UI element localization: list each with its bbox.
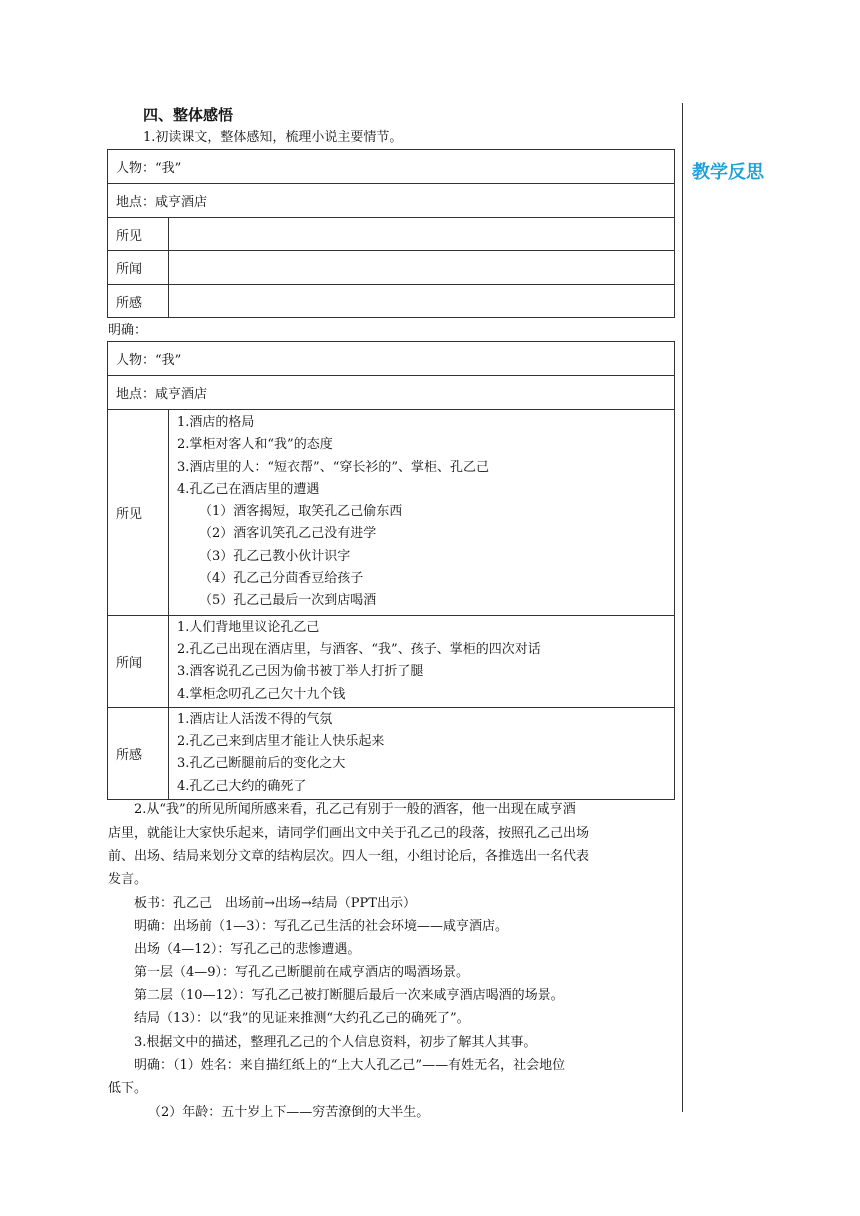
list-item: 1.酒店的格局 xyxy=(177,415,255,430)
question-1: 1.初读课文，整体感知，梳理小说主要情节。 xyxy=(143,130,403,145)
list-item: 3.酒店里的人：“短衣帮”、“穿长衫的”、掌柜、孔乙己 xyxy=(177,459,489,475)
seen-label: 所见 xyxy=(108,410,169,616)
answer-3-line: （2）年龄：五十岁上下——穷苦潦倒的大半生。 xyxy=(148,1105,430,1120)
answer-2-part: 第二层（10—12）：写孔乙己被打断腿后最后一次来咸亨酒店喝酒的场景。 xyxy=(134,988,564,1003)
list-item: （4）孔乙己分茴香豆给孩子 xyxy=(199,571,364,587)
place-cell: 地点：咸亨酒店 xyxy=(108,376,675,410)
side-title: 教学反思 xyxy=(692,162,764,183)
answer-2-part: 第一层（4—9）：写孔乙己断腿前在咸亨酒店的喝酒场景。 xyxy=(134,965,470,980)
seen-blank-cell xyxy=(169,218,675,251)
list-item: （5）孔乙己最后一次到店喝酒 xyxy=(199,593,377,609)
person-cell: 人物：“我” xyxy=(108,342,675,376)
list-item: 1.酒店让人活泼不得的气氛 xyxy=(177,711,333,727)
list-item: 1.人们背地里议论孔乙己 xyxy=(177,619,320,635)
felt-blank-cell xyxy=(169,285,675,318)
list-item: 4.孔乙己在酒店里的遭遇 xyxy=(177,481,320,497)
felt-label: 所感 xyxy=(108,707,169,799)
seen-content xyxy=(169,410,675,616)
list-item: 2.孔乙己出现在酒店里，与酒客、“我”、孩子、掌柜的四次对话 xyxy=(177,641,541,657)
question-3: 3.根据文中的描述，整理孔乙己的个人信息资料，初步了解其人其事。 xyxy=(134,1035,537,1050)
place-cell: 地点：咸亨酒店 xyxy=(108,184,675,218)
answer-3-line: 明确：（1）姓名：来自描红纸上的“上大人孔乙己”——有姓无名，社会地位 xyxy=(134,1058,566,1073)
plot-table-answer xyxy=(107,341,675,800)
question-2-line: 店里，就能让大家快乐起来，请同学们画出文中关于孔乙己的段落，按照孔乙己出场 xyxy=(108,826,590,841)
list-item: 2.掌柜对客人和“我”的态度 xyxy=(177,437,333,453)
list-item: 4.孔乙己大约的确死了 xyxy=(177,778,307,794)
list-item: 3.孔乙己断腿前后的变化之大 xyxy=(177,756,346,772)
heard-blank-cell xyxy=(169,251,675,285)
answer-3-line: 低下。 xyxy=(108,1081,148,1096)
list-item: 2.孔乙己来到店里才能让人快乐起来 xyxy=(177,734,385,750)
heard-content xyxy=(169,615,675,707)
seen-label: 所见 xyxy=(108,218,169,251)
board-notes: 板书：孔乙己 出场前→出场→结局（PPT出示） xyxy=(134,896,416,911)
answer-label: 明确： xyxy=(108,323,148,338)
question-2-line: 2.从“我”的所见所闻所感来看，孔乙己有别于一般的酒客，他一出现在咸亨酒 xyxy=(134,802,576,817)
list-item: （3）孔乙己教小伙计识字 xyxy=(199,548,351,564)
question-2-line: 前、出场、结局来划分文章的结构层次。四人一组，小组讨论后，各推选出一名代表 xyxy=(108,849,590,864)
heard-label: 所闻 xyxy=(108,251,169,285)
list-item: 3.酒客说孔乙己因为偷书被丁举人打折了腿 xyxy=(177,664,424,680)
person-cell: 人物：“我” xyxy=(108,150,675,184)
list-item: （2）酒客讥笑孔乙己没有进学 xyxy=(199,526,377,542)
question-2-line: 发言。 xyxy=(108,872,148,887)
answer-2-part: 结局（13）：以“我”的见证来推测“大约孔乙己的确死了”。 xyxy=(134,1011,470,1026)
answer-2-part: 出场（4—12）：写孔乙己的悲惨遭遇。 xyxy=(134,942,361,957)
heard-label: 所闻 xyxy=(108,615,169,707)
margin-divider-line xyxy=(682,103,683,1112)
list-item: 4.掌柜念叨孔乙己欠十九个钱 xyxy=(177,686,346,702)
felt-content xyxy=(169,707,675,799)
felt-label: 所感 xyxy=(108,285,169,318)
plot-table-blank xyxy=(107,149,675,318)
section-heading: 四、整体感悟 xyxy=(143,106,234,124)
answer-2: 明确：出场前（1—3）：写孔乙己生活的社会环境——咸亨酒店。 xyxy=(134,919,509,934)
list-item: （1）酒客揭短，取笑孔乙己偷东西 xyxy=(199,504,403,520)
